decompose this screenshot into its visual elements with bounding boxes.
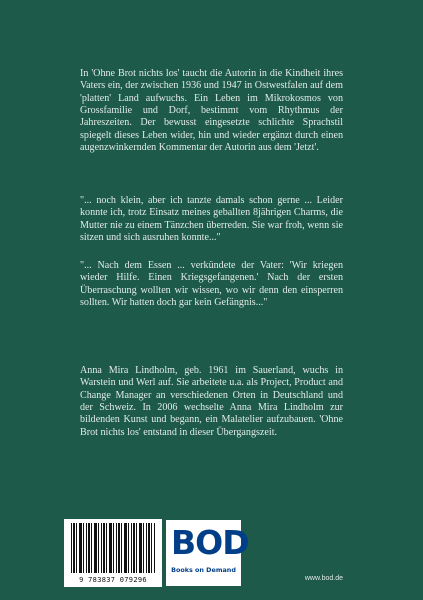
blurb-paragraph: In 'Ohne Brot nichts los' taucht die Autorin in die Kindheit ihres Vaters ein, der zwischen 1936 und 1947 in Ostwestfalen auf dem 'platten' Land aufwuchs. Ein Leben im Mikrokosmos von Grossfamilie und Dorf, bestimmt vom Rhythmus der Jahreszeiten. Der bewusst eingesetzte schlichte Sprachstil spiegelt dieses Leben wider, hin und wieder ergänzt durch einen augenzwinkernden Kommentar der Autorin aus dem 'Jetzt'. — [80, 68, 343, 154]
barcode-number: 9 783837 079296 — [79, 576, 147, 584]
barcode-bars — [71, 523, 155, 573]
bod-logo — [166, 520, 249, 586]
author-bio: Anna Mira Lindholm, geb. 1961 im Sauerland, wuchs in Warstein und Werl auf. Sie arbeitete u.a. als Project, Product and Change Manager an verschiedenen Orten in Deutschland und der Schweiz. In 2006 wechselte Anna Mira Lindholm zur bildenden Kunst und begann, ein Malatelier aufzubauen. 'Ohne Brot nichts los' entstand in dieser Übergangszeit. — [80, 365, 343, 438]
isbn-barcode — [64, 519, 162, 587]
quote-prisoner: "... Nach dem Essen ... verkündete der Vater: 'Wir kriegen wieder Hilfe. Einen Kriegsgefangenen.' Nach der ersten Überraschung wollten wir wissen, wo wir denn den einsperren sollten. Wir hatten doch gar kein Gefängnis..." — [80, 260, 343, 309]
publisher-url: www.bod.de — [304, 575, 343, 582]
bod-logo-tagline: Books on Demand — [171, 566, 236, 574]
quote-dancing: "... noch klein, aber ich tanzte damals schon gerne ... Leider konnte ich, trotz Einsatz meines geballten 8jährigen Charms, die Mutter nie zu einem Tänzchen überreden. Sie war froh, wenn sie sitzen und sich ausruhen konnte..." — [80, 195, 343, 244]
bod-logo-mark: BOD — [171, 523, 249, 562]
